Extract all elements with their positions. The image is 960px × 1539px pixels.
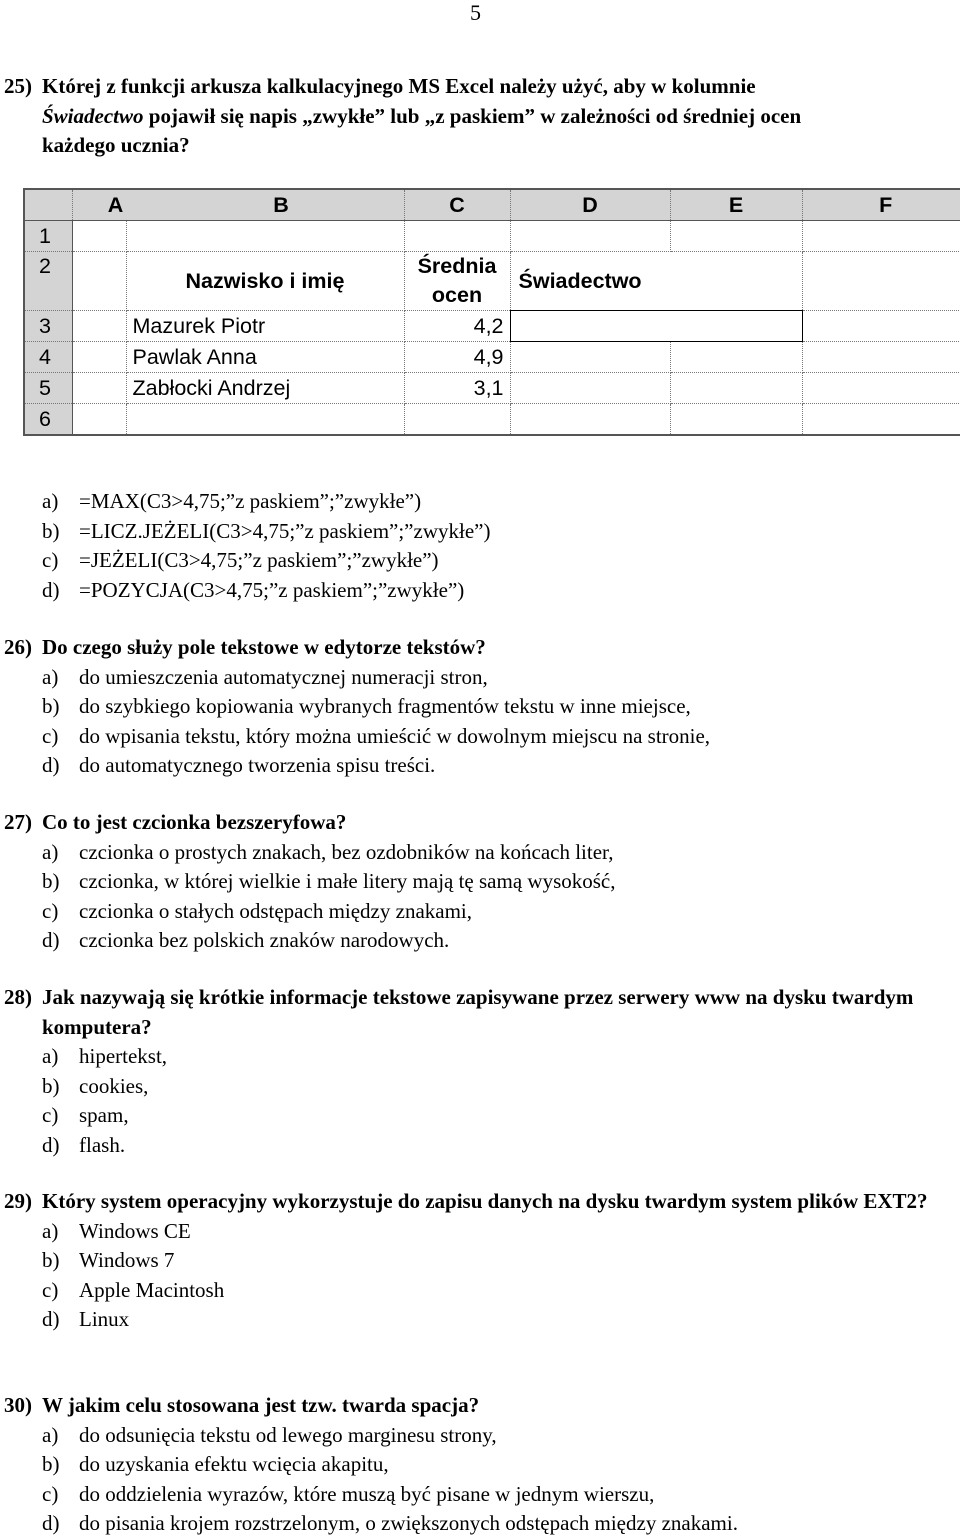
option-text: =LICZ.JEŻELI(C3>4,75;”z paskiem”;”zwykłe”) (79, 518, 491, 543)
cell-a3 (72, 311, 126, 342)
answer-option[interactable] (4, 1509, 954, 1539)
question-text: Który system operacyjny wykorzystuje do zapisu danych na dysku twardym system plików EXT2? (42, 1189, 928, 1213)
option-text: Windows CE (79, 1218, 191, 1243)
question-title (4, 633, 954, 663)
question-title (4, 1187, 954, 1217)
row-header: 4 (24, 342, 72, 373)
question-number: 25) (4, 74, 32, 98)
cell-c2-header-average (404, 252, 510, 311)
option-text: Windows 7 (79, 1248, 175, 1272)
spreadsheet-grid (23, 188, 960, 436)
corner-cell (24, 189, 72, 221)
row-2 (24, 252, 960, 311)
option-label: a) (42, 839, 59, 864)
answer-option[interactable] (4, 1101, 954, 1131)
answer-option[interactable] (4, 751, 954, 781)
option-label: b) (42, 1073, 60, 1098)
cell-e1 (670, 221, 802, 252)
option-text: do automatycznego tworzenia spisu treści. (79, 753, 436, 777)
cell-a1 (72, 221, 126, 252)
row-header: 1 (24, 221, 72, 252)
question-text-part: Której z funkcji arkusza kalkulacyjnego MS Excel należy użyć, aby w kolumnie (42, 74, 756, 98)
page-number: 5 (470, 0, 481, 25)
answer-option[interactable] (4, 897, 954, 927)
question-title (4, 72, 954, 161)
option-text: do oddzielenia wyrazów, które muszą być pisane w jednym wierszu, (79, 1481, 655, 1506)
answer-option[interactable] (4, 867, 954, 897)
cell-f3 (802, 311, 960, 342)
column-header-b: B (273, 192, 289, 217)
option-label: a) (42, 1044, 59, 1068)
option-label: a) (42, 1218, 59, 1243)
question-28 (4, 983, 954, 1160)
cell-f1 (802, 221, 960, 252)
option-label: d) (42, 1132, 60, 1157)
option-text: spam, (79, 1103, 129, 1127)
question-text: Do czego służy pole tekstowe w edytorze tekstów? (42, 635, 486, 659)
option-text: czcionka, w której wielkie i małe litery mają tę samą wysokość, (79, 869, 616, 893)
row-header: 5 (24, 373, 72, 404)
question-number: 29) (4, 1189, 32, 1213)
answer-option[interactable] (4, 1450, 954, 1480)
answer-option[interactable] (4, 722, 954, 752)
question-text (42, 72, 954, 161)
cell-b2-header-name: Nazwisko i imię (126, 252, 404, 311)
answer-option[interactable] (4, 1246, 954, 1276)
option-text: hipertekst, (79, 1044, 168, 1068)
cell-a5 (72, 373, 126, 404)
option-text: do uzyskania efektu wcięcia akapitu, (79, 1452, 389, 1476)
question-number: 30) (4, 1393, 32, 1417)
cell-de2-header-certificate: Świadectwo (510, 252, 802, 311)
spreadsheet-excerpt (23, 188, 960, 436)
question-27 (4, 808, 954, 956)
cell-d6 (510, 404, 670, 436)
cell-a2 (72, 252, 126, 311)
option-label: c) (42, 548, 59, 572)
question-number: 28) (4, 985, 32, 1009)
option-text: do szybkiego kopiowania wybranych fragmentów tekstu w inne miejsce, (79, 694, 691, 718)
option-label: b) (42, 518, 60, 543)
cell-c5: 3,1 (404, 373, 510, 404)
question-text: W jakim celu stosowana jest tzw. twarda spacja? (42, 1393, 480, 1417)
cell-d5 (510, 373, 670, 404)
cell-c6 (404, 404, 510, 436)
row-header: 2 (24, 252, 72, 311)
option-label: c) (42, 1103, 59, 1127)
cell-b3: Mazurek Piotr (126, 311, 404, 342)
cell-f2 (802, 252, 960, 311)
question-26 (4, 633, 954, 781)
cell-e4 (670, 342, 802, 373)
row-3 (24, 311, 960, 342)
option-text: Linux (79, 1307, 130, 1331)
option-label: c) (42, 898, 59, 923)
cell-a6 (72, 404, 126, 436)
column-header-c: C (404, 189, 510, 221)
option-label: d) (42, 928, 60, 952)
column-header-d: D (510, 189, 670, 221)
answer-option[interactable] (4, 1042, 954, 1072)
question-text-part: pojawił się napis „zwykłe” lub „z paskiem” w zależności od średniej ocen (148, 103, 802, 128)
answer-option[interactable] (4, 546, 954, 576)
option-text: cookies, (79, 1073, 149, 1098)
option-label: a) (42, 489, 59, 513)
cell-c1 (404, 221, 510, 252)
cell-b5: Zabłocki Andrzej (126, 373, 404, 404)
option-text: czcionka bez polskich znaków narodowych. (79, 928, 450, 952)
cell-d3-active (510, 311, 802, 342)
column-header-e: E (670, 189, 802, 221)
answer-option[interactable] (4, 1217, 954, 1247)
question-text: Co to jest czcionka bezszeryfowa? (42, 810, 347, 834)
option-text: do wpisania tekstu, który można umieścić w dowolnym miejscu na stronie, (79, 723, 711, 748)
option-label: a) (42, 1422, 59, 1447)
cell-b4: Pawlak Anna (126, 342, 404, 373)
cell-c3: 4,2 (404, 311, 510, 342)
option-label: c) (42, 1277, 59, 1302)
cell-d1 (510, 221, 670, 252)
option-label: d) (42, 753, 60, 777)
row-header: 6 (24, 404, 72, 436)
question-text: Jak nazywają się krótkie informacje tekstowe zapisywane przez serwery www na dysku twardym komputera? (42, 985, 914, 1039)
question-number: 27) (4, 810, 32, 834)
option-label: b) (42, 1452, 60, 1476)
question-title (4, 1391, 954, 1421)
answer-option[interactable] (4, 1421, 954, 1451)
question-title (4, 808, 954, 838)
cell-b1 (126, 221, 404, 252)
answer-option[interactable] (4, 1276, 954, 1306)
option-text: do odsunięcia tekstu od lewego marginesu strony, (79, 1422, 497, 1447)
option-label: a) (42, 664, 59, 689)
answer-option[interactable] (4, 1131, 954, 1161)
question-30 (4, 1391, 954, 1539)
answer-option[interactable] (4, 517, 954, 547)
cell-e6 (670, 404, 802, 436)
header-average-line2: ocen (431, 283, 483, 307)
answer-option[interactable] (4, 576, 954, 606)
answer-option[interactable] (4, 926, 954, 956)
question-text-part: każdego ucznia? (42, 133, 190, 157)
option-label: b) (42, 869, 60, 893)
cell-b6 (126, 404, 404, 436)
row-1 (24, 221, 960, 252)
question-title (4, 983, 954, 1042)
option-text: Apple Macintosh (79, 1277, 225, 1302)
option-text: =MAX(C3>4,75;”z paskiem”;”zwykłe”) (79, 489, 422, 513)
option-label: b) (42, 1248, 60, 1272)
option-text: do umieszczenia automatycznej numeracji stron, (79, 664, 488, 689)
option-text: =JEŻELI(C3>4,75;”z paskiem”;”zwykłe”) (79, 548, 439, 572)
option-text: czcionka o stałych odstępach między znakami, (79, 898, 473, 923)
row-5 (24, 373, 960, 404)
answer-option[interactable] (4, 487, 954, 517)
option-label: c) (42, 723, 59, 748)
question-25 (4, 72, 954, 161)
cell-f4 (802, 342, 960, 373)
cell-a4 (72, 342, 126, 373)
question-25-options (4, 487, 954, 605)
row-6 (24, 404, 960, 436)
answer-option[interactable] (4, 1305, 954, 1335)
option-label: c) (42, 1481, 59, 1506)
row-header: 3 (24, 311, 72, 342)
column-header-f: F (802, 189, 960, 221)
row-4 (24, 342, 960, 373)
column-header-row (24, 189, 960, 221)
cell-c4: 4,9 (404, 342, 510, 373)
cell-e5 (670, 373, 802, 404)
question-number: 26) (4, 635, 32, 659)
column-header-a: A (107, 192, 124, 217)
header-average-line1: Średnia (417, 254, 497, 278)
cell-d4 (510, 342, 670, 373)
option-text: =POZYCJA(C3>4,75;”z paskiem”;”zwykłe”) (79, 577, 465, 602)
question-29 (4, 1187, 954, 1335)
option-text: do pisania krojem rozstrzelonym, o zwiększonych odstępach między znakami. (79, 1511, 738, 1535)
option-text: flash. (79, 1132, 126, 1157)
cell-f6 (802, 404, 960, 436)
column-header-a-b (72, 189, 404, 221)
option-label: d) (42, 577, 60, 602)
cell-f5 (802, 373, 960, 404)
option-label: d) (42, 1307, 60, 1331)
option-label: b) (42, 694, 60, 718)
option-label: d) (42, 1511, 60, 1535)
answer-option[interactable] (4, 1480, 954, 1510)
answer-option[interactable] (4, 1072, 954, 1102)
question-text-italic: Świadectwo (42, 103, 144, 128)
option-text: czcionka o prostych znakach, bez ozdobników na końcach liter, (79, 839, 614, 864)
answer-option[interactable] (4, 663, 954, 693)
answer-option[interactable] (4, 692, 954, 722)
answer-option[interactable] (4, 838, 954, 868)
